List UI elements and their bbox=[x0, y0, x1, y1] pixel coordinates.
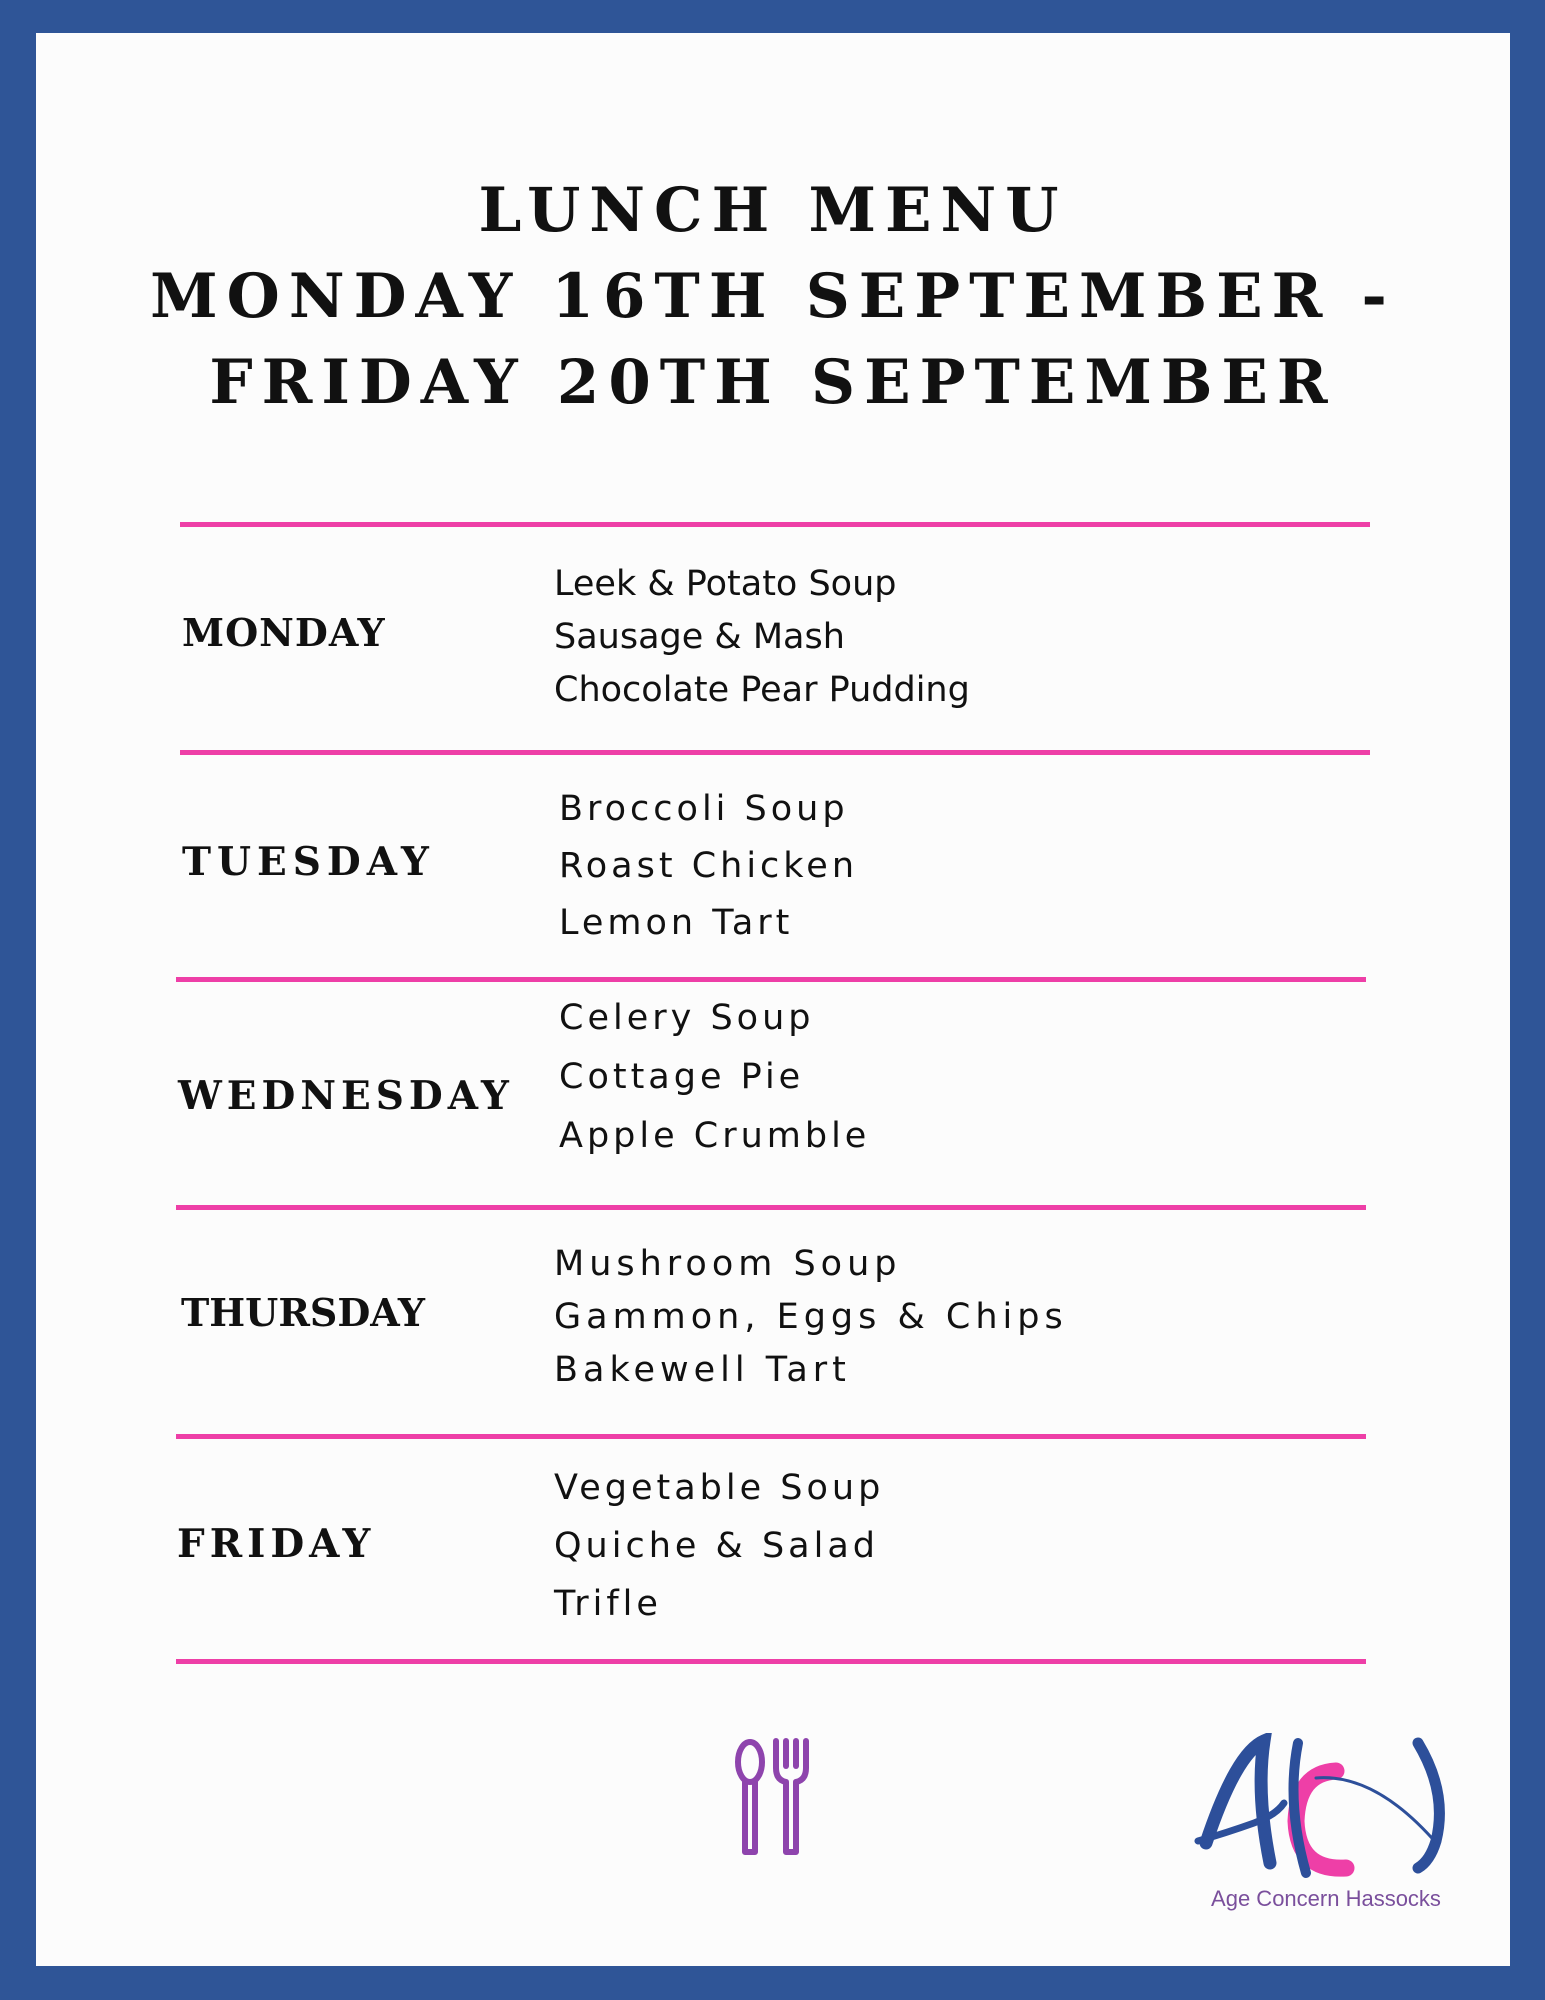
divider-line bbox=[176, 977, 1366, 982]
divider-line bbox=[176, 1205, 1366, 1210]
title-line-1: LUNCH MENU bbox=[478, 175, 1068, 246]
title-line-3: FRIDAY 20TH SEPTEMBER bbox=[209, 347, 1337, 418]
divider-line bbox=[176, 1659, 1366, 1664]
title-line-2: MONDAY 16TH SEPTEMBER - bbox=[150, 261, 1396, 332]
day-label-wednesday: WEDNESDAY bbox=[178, 1073, 514, 1119]
logo-caption: Age Concern Hassocks bbox=[1211, 1886, 1441, 1911]
spoon-fork-icon bbox=[734, 1738, 814, 1858]
divider-line bbox=[176, 1434, 1366, 1439]
ach-logo-icon bbox=[1186, 1733, 1466, 1898]
day-label-friday: FRIDAY bbox=[177, 1521, 376, 1567]
menu-page: LUNCH MENU MONDAY 16TH SEPTEMBER - FRIDAY 20TH SEPTEMBER MONDAY Leek & Potato Soup Sausage & Mash Chocolate Pear Pudding TUESDAY Broccoli Soup Roast Chicken Lemon Tart WEDNESDAY Celery Soup Cottage Pie Apple Crumble THURSDAY Mushroom Soup Gammon, Eggs & Chips Bakewell Tart FRIDAY Vegetable Soup Quiche & Salad Trifle Age Concern Hassocks bbox=[36, 33, 1510, 1966]
divider-line bbox=[180, 750, 1370, 755]
day-label-monday: MONDAY bbox=[182, 610, 386, 655]
day-label-tuesday: TUESDAY bbox=[182, 839, 435, 885]
divider-line bbox=[180, 522, 1370, 527]
menu-title bbox=[36, 168, 1510, 426]
day-label-thursday: THURSDAY bbox=[181, 1290, 426, 1335]
